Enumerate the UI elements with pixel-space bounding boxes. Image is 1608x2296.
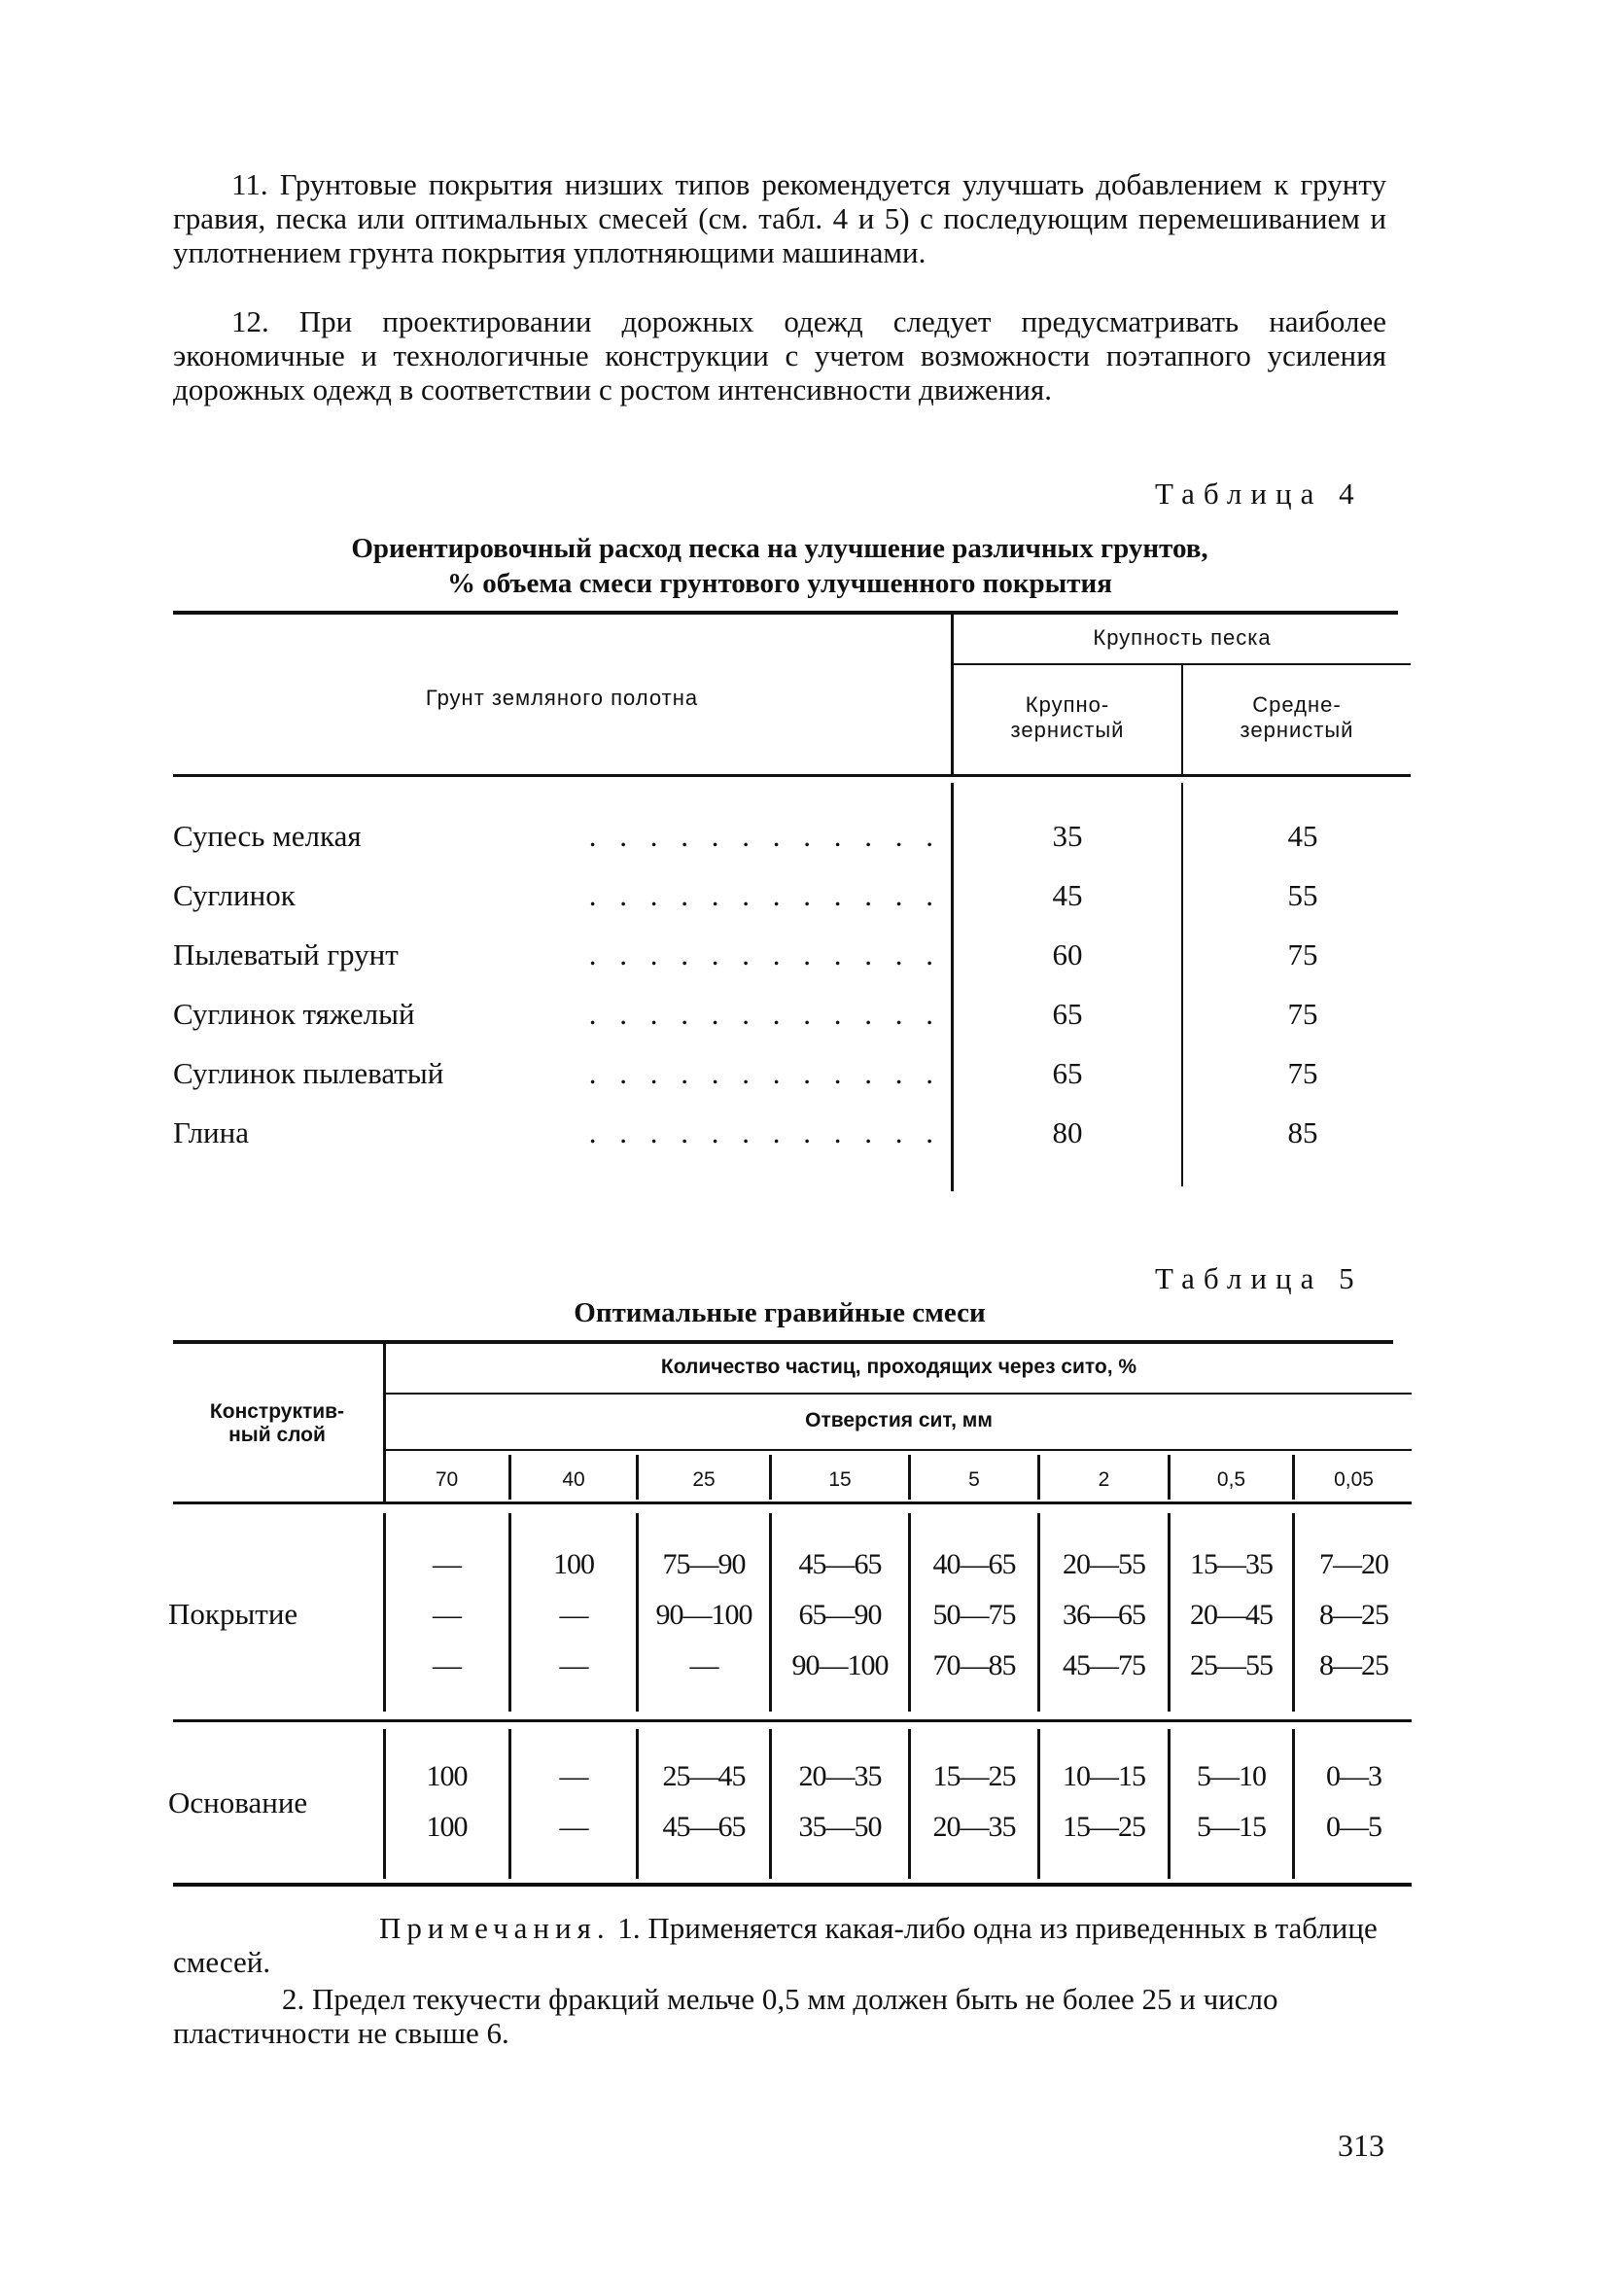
- table5-cell: 35—50: [798, 1811, 882, 1843]
- table5-cell: —: [433, 1548, 461, 1580]
- table4-cell-medium: 85: [1287, 1115, 1318, 1149]
- leader-dots: . . . . . . . . . . . .: [588, 997, 941, 1031]
- table5-sub-rule: [386, 1449, 1412, 1451]
- table5-cell: 25—55: [1190, 1649, 1273, 1681]
- table4-row-soil: Глина: [173, 1113, 259, 1152]
- table4-row-soil: Суглинок тяжелый: [173, 995, 425, 1034]
- table5-cell: 70—85: [932, 1649, 1016, 1681]
- table5-sieve-header: 15: [828, 1468, 852, 1491]
- table5-top-rule: [173, 1340, 1393, 1344]
- table5-body-divider: [383, 1729, 386, 1879]
- note-2: 2. Предел текучести фракций мельче 0,5 мм должен быть не более 25 и число пластичности не свыше 6.: [173, 1982, 1278, 2050]
- table4-cell-medium: 45: [1287, 819, 1318, 853]
- table5-cell: 100: [553, 1548, 594, 1580]
- table5-group-rule-2: [173, 1719, 1412, 1722]
- table5-col-group: Количество частиц, проходящих через сито, %: [660, 1356, 1137, 1378]
- leader-dots: . . . . . . . . . . . .: [588, 1115, 941, 1149]
- table5-sieve-header: 25: [692, 1468, 716, 1491]
- table5-sieve-header: 40: [562, 1468, 585, 1491]
- table4-cell-coarse: 35: [1052, 819, 1083, 853]
- table4-col-group: Крупность песка: [1093, 625, 1272, 650]
- table4-col-coarse: Крупно- зернистый: [1010, 692, 1125, 742]
- paragraph-11: 11. Грунтовые покрытия низших типов рекомендуется улучшать добавлением к грунту гравия, песка или оптимальных смесей (см. табл. 4 и 5) с последующим перемешиванием и уплотнением грунта покрытия уплотняющими машинами.: [173, 167, 1386, 269]
- table5-cell: 15—25: [932, 1760, 1016, 1792]
- table5-cell: —: [559, 1649, 588, 1681]
- leader-dots: . . . . . . . . . . . .: [588, 819, 941, 853]
- table5-cell: 20—45: [1190, 1599, 1273, 1631]
- table5-sieve-header: 70: [435, 1468, 459, 1491]
- table4-cell-coarse: 65: [1052, 1056, 1083, 1090]
- table4-body-divider: [951, 783, 954, 1191]
- table5-sieve-divider: [769, 1455, 772, 1500]
- table5-header-rule: [173, 1501, 1412, 1504]
- table5-bottom-rule: [173, 1883, 1412, 1887]
- table5-cell: 5—15: [1197, 1811, 1266, 1843]
- table5-sieve-header: 5: [968, 1468, 980, 1491]
- table4-cell-coarse: 80: [1052, 1115, 1083, 1149]
- table5-body-divider: [769, 1729, 772, 1879]
- table4-cell-medium: 75: [1287, 1056, 1318, 1090]
- table5-cell: 90—100: [791, 1649, 889, 1681]
- table5-sieve-divider: [1292, 1455, 1295, 1500]
- table4-col-soil: Грунт земляного полотна: [425, 686, 699, 710]
- table5-cell: 20—55: [1063, 1548, 1145, 1580]
- paragraph-12: 12. При проектировании дорожных одежд следует предусматривать наиболее экономичные и технологичные конструкции с учетом возможности поэтапного усиления дорожных одежд в соответствии с ростом интенсивности движения.: [173, 304, 1386, 406]
- table5-sieve-divider: [636, 1455, 639, 1500]
- table4-cell-medium: 75: [1287, 937, 1318, 971]
- table5-cell: 45—65: [662, 1811, 746, 1843]
- table5-cell: 50—75: [932, 1599, 1016, 1631]
- table5-cell: 65—90: [798, 1599, 882, 1631]
- table5-group-rule: [386, 1393, 1412, 1395]
- table5-cell: —: [559, 1599, 588, 1631]
- table4-row-soil: Суглинок пылеватый: [173, 1054, 453, 1093]
- table5-col-sub: Отверстия сит, мм: [805, 1409, 993, 1431]
- table5-cell: 45—75: [1063, 1649, 1145, 1681]
- table5-cell: 0—5: [1326, 1811, 1381, 1843]
- table5-body-divider: [908, 1729, 911, 1879]
- table5-sieve-divider: [908, 1455, 911, 1500]
- table5-cell: 15—35: [1190, 1548, 1273, 1580]
- table5-sieve-divider: [508, 1455, 511, 1500]
- table5-cell: 0—3: [1326, 1760, 1381, 1792]
- table4-header-rule: [173, 774, 1411, 777]
- table4-row-soil: Пылеватый грунт: [173, 936, 408, 974]
- table5-cell: 45—65: [798, 1548, 882, 1580]
- table5-cell: 15—25: [1063, 1811, 1145, 1843]
- table5-label-base: Основание: [168, 1785, 308, 1819]
- table5-sieve-header: 2: [1098, 1468, 1110, 1491]
- table5-body-divider: [908, 1513, 911, 1712]
- table5-body-divider: [508, 1513, 511, 1712]
- table5-body-divider: [508, 1729, 511, 1879]
- table5-cell: 10—15: [1063, 1760, 1145, 1792]
- table5-body-divider: [769, 1513, 772, 1712]
- table5-cell: 20—35: [798, 1760, 882, 1792]
- table5-body-divider: [636, 1729, 639, 1879]
- table5-body-divider: [1292, 1729, 1295, 1879]
- table5-cell: 100: [426, 1760, 468, 1792]
- table4-row-soil: Суглинок: [173, 876, 305, 915]
- table5-body-divider: [1168, 1729, 1171, 1879]
- table4-top-rule: [173, 611, 1398, 615]
- table5-cell: 7—20: [1319, 1548, 1388, 1580]
- table4-col-medium: Средне- зернистый: [1240, 692, 1354, 742]
- table5-body-divider: [1037, 1729, 1040, 1879]
- table5-cell: —: [689, 1649, 718, 1681]
- table5-cell: —: [433, 1649, 461, 1681]
- table4-cell-coarse: 65: [1052, 997, 1083, 1031]
- leader-dots: . . . . . . . . . . . .: [588, 1056, 941, 1090]
- table5-cell: 75—90: [662, 1548, 746, 1580]
- page-number: 313: [1338, 2128, 1384, 2163]
- table5-cell: —: [433, 1599, 461, 1631]
- table5-col-layer: Конструктив- ный слой: [209, 1400, 345, 1446]
- table5-sieve-header: 0,05: [1334, 1468, 1374, 1491]
- table5-cell: 25—45: [662, 1760, 746, 1792]
- table5-cell: —: [559, 1811, 588, 1843]
- table4-title: Ориентировочный расход песка на улучшение различных грунтов, % объема смеси грунтового улучшенного покрытия: [351, 533, 1208, 599]
- table5-title: Оптимальные гравийные смеси: [574, 1297, 986, 1328]
- table5-caption: Таблица 5: [1155, 1261, 1363, 1295]
- note-1: Примечания. 1. Применяется какая-либо одна из приведенных в таблице смесей.: [173, 1911, 1378, 1979]
- table4-body-subdivider: [1181, 783, 1183, 1186]
- table5-cell: 8—25: [1319, 1599, 1388, 1631]
- table5-cell: 20—35: [932, 1811, 1016, 1843]
- table5-sieve-divider: [1037, 1455, 1040, 1500]
- table5-cell: 5—10: [1197, 1760, 1266, 1792]
- table4-cell-coarse: 45: [1052, 878, 1083, 912]
- table4-cell-medium: 55: [1287, 878, 1318, 912]
- table4-cell-coarse: 60: [1052, 937, 1083, 971]
- table5-body-divider: [1168, 1513, 1171, 1712]
- table5-cell: 90—100: [655, 1599, 752, 1631]
- table4-cell-medium: 75: [1287, 997, 1318, 1031]
- table5-cell: 36—65: [1063, 1599, 1145, 1631]
- table5-sieve-divider: [1168, 1455, 1171, 1500]
- table5-cell: —: [559, 1760, 588, 1792]
- table5-cell: 8—25: [1319, 1649, 1388, 1681]
- table5-body-divider: [636, 1513, 639, 1712]
- table5-sieve-header: 0,5: [1216, 1468, 1246, 1491]
- table5-body-divider: [1292, 1513, 1295, 1712]
- table5-cell: 100: [426, 1811, 468, 1843]
- table5-body-divider: [1037, 1513, 1040, 1712]
- table4-row-soil: Супесь мелкая: [173, 817, 371, 856]
- table4-caption: Таблица 4: [1155, 477, 1363, 511]
- leader-dots: . . . . . . . . . . . .: [588, 937, 941, 971]
- table5-cell: 40—65: [932, 1548, 1016, 1580]
- leader-dots: . . . . . . . . . . . .: [588, 878, 941, 912]
- table5-label-coating: Покрытие: [168, 1597, 298, 1631]
